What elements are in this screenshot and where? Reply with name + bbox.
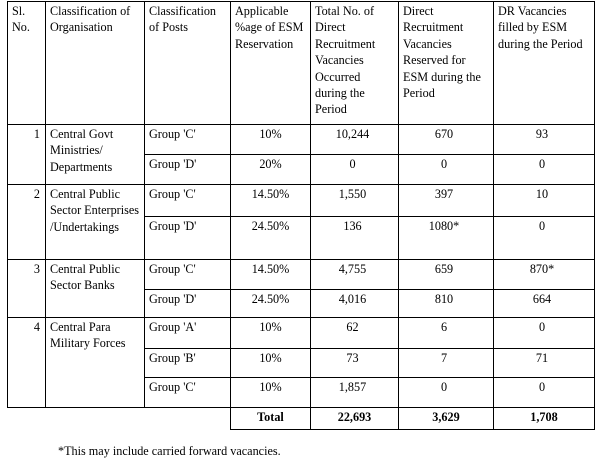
post-cell: Group 'B' <box>145 349 231 378</box>
organisation-cell: Central Public Sector Banks <box>46 260 145 318</box>
post-cell: Group 'A' <box>145 318 231 349</box>
filled-cell: 0 <box>494 217 595 260</box>
filled-cell: 10 <box>494 185 595 217</box>
post-cell: Group 'C' <box>145 378 231 408</box>
reserved-cell: 659 <box>399 260 494 290</box>
reserved-cell: 7 <box>399 349 494 378</box>
filled-cell: 0 <box>494 155 595 185</box>
footnote: *This may include carried forward vacancies. <box>58 444 281 458</box>
pct-cell: 10% <box>231 318 311 349</box>
post-cell: Group 'C' <box>145 125 231 155</box>
table-row <box>8 125 595 155</box>
total-cell: 1,857 <box>311 378 399 408</box>
pct-cell: 14.50% <box>231 185 311 217</box>
reserved-cell: 810 <box>399 290 494 318</box>
sl-cell: 4 <box>8 318 46 408</box>
total-filled-sum: 1,708 <box>494 408 595 430</box>
organisation-cell: Central Govt Ministries/ Departments <box>46 125 145 185</box>
post-cell: Group 'C' <box>145 260 231 290</box>
post-cell: Group 'D' <box>145 290 231 318</box>
total-vacancies-sum: 22,693 <box>311 408 399 430</box>
filled-cell: 664 <box>494 290 595 318</box>
post-cell: Group 'C' <box>145 185 231 217</box>
post-cell: Group 'D' <box>145 155 231 185</box>
total-row <box>8 408 595 430</box>
pct-cell: 20% <box>231 155 311 185</box>
pct-cell: 10% <box>231 378 311 408</box>
pct-cell: 24.50% <box>231 217 311 260</box>
post-cell: Group 'D' <box>145 217 231 260</box>
table-row <box>8 318 595 349</box>
reserved-cell: 1080* <box>399 217 494 260</box>
sl-cell: 1 <box>8 125 46 185</box>
total-cell: 1,550 <box>311 185 399 217</box>
sl-cell: 3 <box>8 260 46 318</box>
table-row <box>8 185 595 217</box>
total-cell: 62 <box>311 318 399 349</box>
filled-cell: 0 <box>494 378 595 408</box>
header-total-vacancies: Total No. of Direct Recruitment Vacancies Occurred during the Period <box>311 2 399 125</box>
pct-cell: 24.50% <box>231 290 311 318</box>
organisation-cell: Central Public Sector Enterprises /Undertakings <box>46 185 145 260</box>
sl-cell: 2 <box>8 185 46 260</box>
total-cell: 4,016 <box>311 290 399 318</box>
pct-cell: 10% <box>231 125 311 155</box>
reserved-cell: 0 <box>399 378 494 408</box>
header-sl: Sl. No. <box>8 2 46 125</box>
total-label: Total <box>231 408 311 430</box>
filled-cell: 0 <box>494 318 595 349</box>
table-row <box>8 260 595 290</box>
total-cell: 4,755 <box>311 260 399 290</box>
header-percentage: Applicable %age of ESM Reservation <box>231 2 311 125</box>
filled-cell: 93 <box>494 125 595 155</box>
reserved-cell: 0 <box>399 155 494 185</box>
esm-vacancy-table <box>7 1 595 430</box>
header-filled-vacancies: DR Vacancies filled by ESM during the Period <box>494 2 595 125</box>
reserved-cell: 670 <box>399 125 494 155</box>
organisation-cell: Central Para Military Forces <box>46 318 145 408</box>
pct-cell: 14.50% <box>231 260 311 290</box>
header-organisation: Classification of Organisation <box>46 2 145 125</box>
total-spacer <box>8 408 231 430</box>
reserved-cell: 397 <box>399 185 494 217</box>
table-header-row <box>8 2 595 125</box>
filled-cell: 870* <box>494 260 595 290</box>
total-cell: 73 <box>311 349 399 378</box>
total-cell: 136 <box>311 217 399 260</box>
reserved-cell: 6 <box>399 318 494 349</box>
pct-cell: 10% <box>231 349 311 378</box>
total-reserved-sum: 3,629 <box>399 408 494 430</box>
header-posts: Classification of Posts <box>145 2 231 125</box>
total-cell: 10,244 <box>311 125 399 155</box>
header-reserved-vacancies: Direct Recruitment Vacancies Reserved for ESM during the Period <box>399 2 494 125</box>
filled-cell: 71 <box>494 349 595 378</box>
total-cell: 0 <box>311 155 399 185</box>
